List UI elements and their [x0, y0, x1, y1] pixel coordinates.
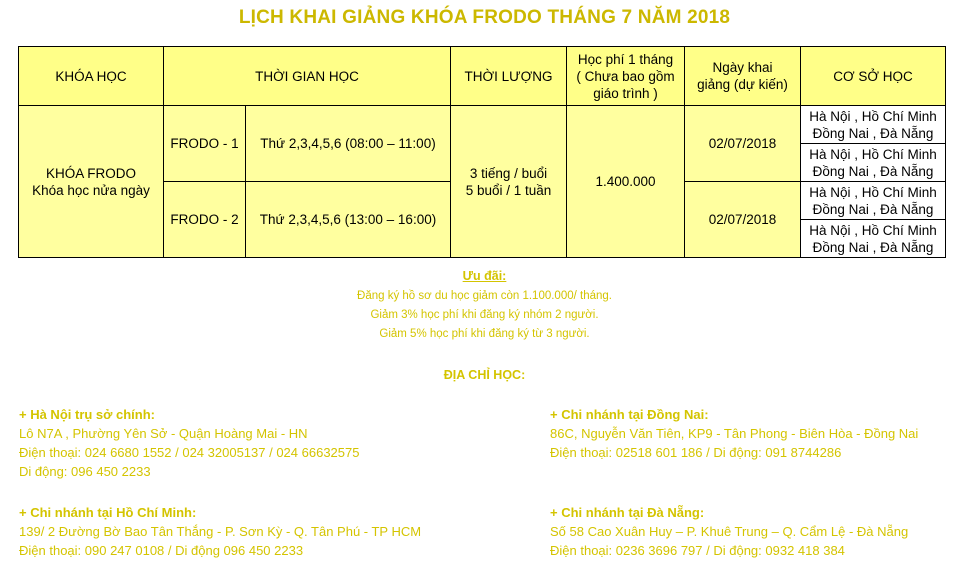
class-time: Thứ 2,3,4,5,6 (08:00 – 11:00) [246, 106, 451, 182]
header-schedule: THỜI GIAN HỌC [164, 47, 451, 106]
branch-dongnai [550, 405, 918, 462]
branch-hanoi [19, 405, 359, 481]
start-date: 02/07/2018 [685, 182, 801, 258]
header-fee: Học phí 1 tháng ( Chưa bao gồm giáo trình ) [567, 47, 685, 106]
campus-cell: Hà Nội , Hồ Chí Minh Đồng Nai , Đà Nẵng [801, 220, 946, 258]
class-code: FRODO - 1 [164, 106, 246, 182]
header-duration: THỜI LƯỢNG [451, 47, 567, 106]
branch-line: Lô N7A , Phường Yên Sở - Quận Hoàng Mai - HN [19, 426, 308, 441]
header-campus: CƠ SỞ HỌC [801, 47, 946, 106]
address-heading: ĐỊA CHỈ HỌC: [443, 368, 526, 382]
promo-line: Giảm 5% học phí khi đăng ký từ 3 người. [379, 328, 590, 340]
header-course: KHÓA HỌC [19, 47, 164, 106]
duration-cell: 3 tiếng / buổi 5 buổi / 1 tuần [451, 106, 567, 258]
course-cell: KHÓA FRODO Khóa học nửa ngày [19, 106, 164, 258]
promo-line: Giảm 3% học phí khi đăng ký nhóm 2 người. [370, 309, 599, 321]
branch-line: Điện thoại: 090 247 0108 / Di động 096 450 2233 [19, 543, 304, 558]
fee-cell: 1.400.000 [567, 106, 685, 258]
branch-line: 86C, Nguyễn Văn Tiên, KP9 - Tân Phong - Biên Hòa - Đồng Nai [550, 426, 919, 441]
promo-line: Đăng ký hồ sơ du học giảm còn 1.100.000/ tháng. [357, 290, 612, 302]
branch-danang [550, 503, 908, 560]
branch-line: 139/ 2 Đường Bờ Bao Tân Thắng - P. Sơn Kỳ - Q. Tân Phú - TP HCM [19, 524, 422, 539]
branch-line: Điện thoại: 02518 601 186 / Di động: 091 8744286 [550, 445, 842, 460]
start-date: 02/07/2018 [685, 106, 801, 182]
branch-line: Di động: 096 450 2233 [19, 464, 151, 479]
schedule-table [18, 46, 946, 258]
branch-name: + Hà Nội trụ sở chính: [19, 407, 156, 422]
campus-cell: Hà Nội , Hồ Chí Minh Đồng Nai , Đà Nẵng [801, 144, 946, 182]
campus-cell: Hà Nội , Hồ Chí Minh Đồng Nai , Đà Nẵng [801, 182, 946, 220]
branch-line: Điện thoại: 0236 3696 797 / Di động: 0932 418 384 [550, 543, 845, 558]
branch-name: + Chi nhánh tại Hồ Chí Minh: [19, 505, 197, 520]
branch-line: Điện thoại: 024 6680 1552 / 024 32005137 / 024 66632575 [19, 445, 360, 460]
branch-name: + Chi nhánh tại Đồng Nai: [550, 407, 709, 422]
promo-title: Ưu đãi: [462, 269, 507, 283]
class-time: Thứ 2,3,4,5,6 (13:00 – 16:00) [246, 182, 451, 258]
branch-line: Số 58 Cao Xuân Huy – P. Khuê Trung – Q. Cẩm Lệ - Đà Nẵng [550, 524, 909, 539]
header-start-date: Ngày khai giảng (dự kiến) [685, 47, 801, 106]
branch-name: + Chi nhánh tại Đà Nẵng: [550, 505, 705, 520]
class-code: FRODO - 2 [164, 182, 246, 258]
branch-hcm [19, 503, 421, 560]
page-title: LỊCH KHAI GIẢNG KHÓA FRODO THÁNG 7 NĂM 2018 [238, 7, 731, 28]
campus-cell: Hà Nội , Hồ Chí Minh Đồng Nai , Đà Nẵng [801, 106, 946, 144]
